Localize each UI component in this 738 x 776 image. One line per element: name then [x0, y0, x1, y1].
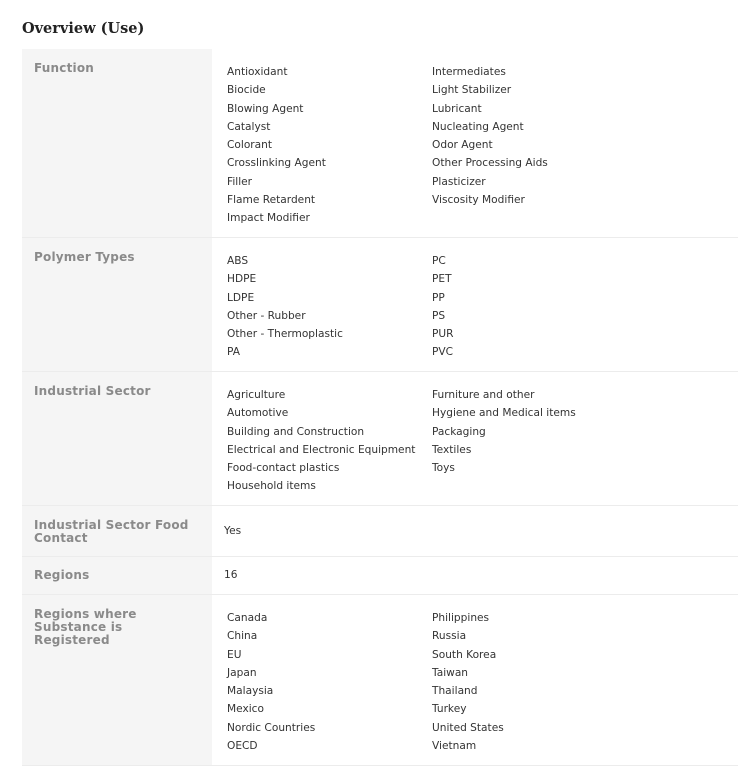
row-label-industrial-sector: Industrial Sector [22, 372, 212, 505]
value-item: Other Processing Aids [432, 157, 548, 170]
value-item: Other - Thermoplastic [227, 328, 343, 341]
value-column-2 [432, 252, 637, 371]
value-item: United States [432, 721, 504, 734]
value-item: Philippines [432, 612, 490, 624]
value-item: Food-contact plastics [227, 462, 340, 475]
registered-values [212, 595, 738, 765]
value-item: Blowing Agent [227, 102, 304, 115]
value-item: Vietnam [432, 740, 477, 753]
value-item: Textiles [432, 443, 472, 456]
value-item: Malaysia [227, 685, 274, 698]
value-item: ABS [227, 255, 249, 267]
value-item: Mexico [227, 703, 264, 716]
row-regions [22, 557, 738, 595]
section-title: Overview (Use) [22, 20, 145, 37]
value-column-1 [227, 609, 432, 765]
value-item: Intermediates [432, 66, 506, 78]
value-item: South Korea [432, 648, 497, 661]
value-item: Impact Modifier [227, 212, 310, 225]
value-item: Hygiene and Medical items [432, 407, 576, 420]
value-item: Flame Retardent [227, 194, 316, 207]
value-item: Crosslinking Agent [227, 157, 326, 170]
value-column-2 [432, 609, 637, 765]
industrial-sector-values [212, 372, 738, 505]
value-item: Nucleating Agent [432, 120, 524, 133]
value-item: Toys [432, 462, 455, 475]
food-contact-value: Yes [224, 525, 242, 537]
value-item: China [227, 630, 258, 643]
row-label-registered: Regions where Substance is Registered [22, 595, 212, 765]
row-function [22, 49, 738, 238]
value-item: PA [227, 346, 240, 359]
value-item: Odor Agent [432, 139, 493, 152]
value-item: PUR [432, 328, 454, 341]
value-column-2 [432, 386, 637, 505]
overview-table [22, 49, 738, 766]
value-column-1 [227, 386, 432, 505]
value-item: Light Stabilizer [432, 84, 512, 97]
value-item: Automotive [227, 407, 289, 420]
value-item: Lubricant [432, 102, 482, 115]
value-item: Biocide [227, 84, 266, 97]
value-item: HDPE [227, 273, 257, 286]
value-item: Canada [227, 612, 268, 624]
value-item: Plasticizer [432, 175, 486, 188]
value-item: Packaging [432, 425, 486, 438]
value-item: Colorant [227, 139, 273, 152]
value-item: Thailand [432, 685, 478, 698]
row-label-polymer-types: Polymer Types [22, 238, 212, 371]
value-column-1 [227, 63, 432, 237]
value-item: PS [432, 309, 446, 322]
value-item: EU [227, 648, 242, 661]
function-values [212, 49, 738, 237]
value-item: Household items [227, 480, 316, 493]
row-industrial-sector [22, 372, 738, 506]
value-column-1 [227, 252, 432, 371]
value-item: Nordic Countries [227, 721, 316, 734]
regions-value: 16 [224, 569, 238, 581]
value-item: OECD [227, 740, 258, 753]
value-item: Catalyst [227, 120, 271, 133]
row-label-regions: Regions [22, 557, 212, 594]
row-label-function: Function [22, 49, 212, 237]
row-polymer-types [22, 238, 738, 372]
value-item: Building and Construction [227, 425, 365, 438]
value-item: Agriculture [227, 389, 286, 401]
value-item: PP [432, 291, 445, 304]
value-item: Taiwan [432, 666, 469, 679]
value-item: PVC [432, 346, 454, 359]
value-item: Antioxidant [227, 66, 288, 78]
row-registered [22, 595, 738, 766]
value-column-2 [432, 63, 637, 237]
value-item: Electrical and Electronic Equipment [227, 443, 416, 456]
row-food-contact [22, 506, 738, 557]
row-label-food-contact: Industrial Sector Food Contact [22, 506, 212, 556]
value-item: Filler [227, 175, 253, 188]
polymer-types-values [212, 238, 738, 371]
value-item: Russia [432, 630, 467, 643]
value-item: PET [432, 273, 452, 286]
value-item: Viscosity Modifier [432, 194, 525, 207]
value-item: Japan [227, 666, 257, 679]
value-item: LDPE [227, 291, 255, 304]
value-item: Turkey [432, 703, 467, 716]
value-item: PC [432, 255, 446, 267]
value-item: Furniture and other [432, 389, 535, 401]
value-item: Other - Rubber [227, 309, 306, 322]
